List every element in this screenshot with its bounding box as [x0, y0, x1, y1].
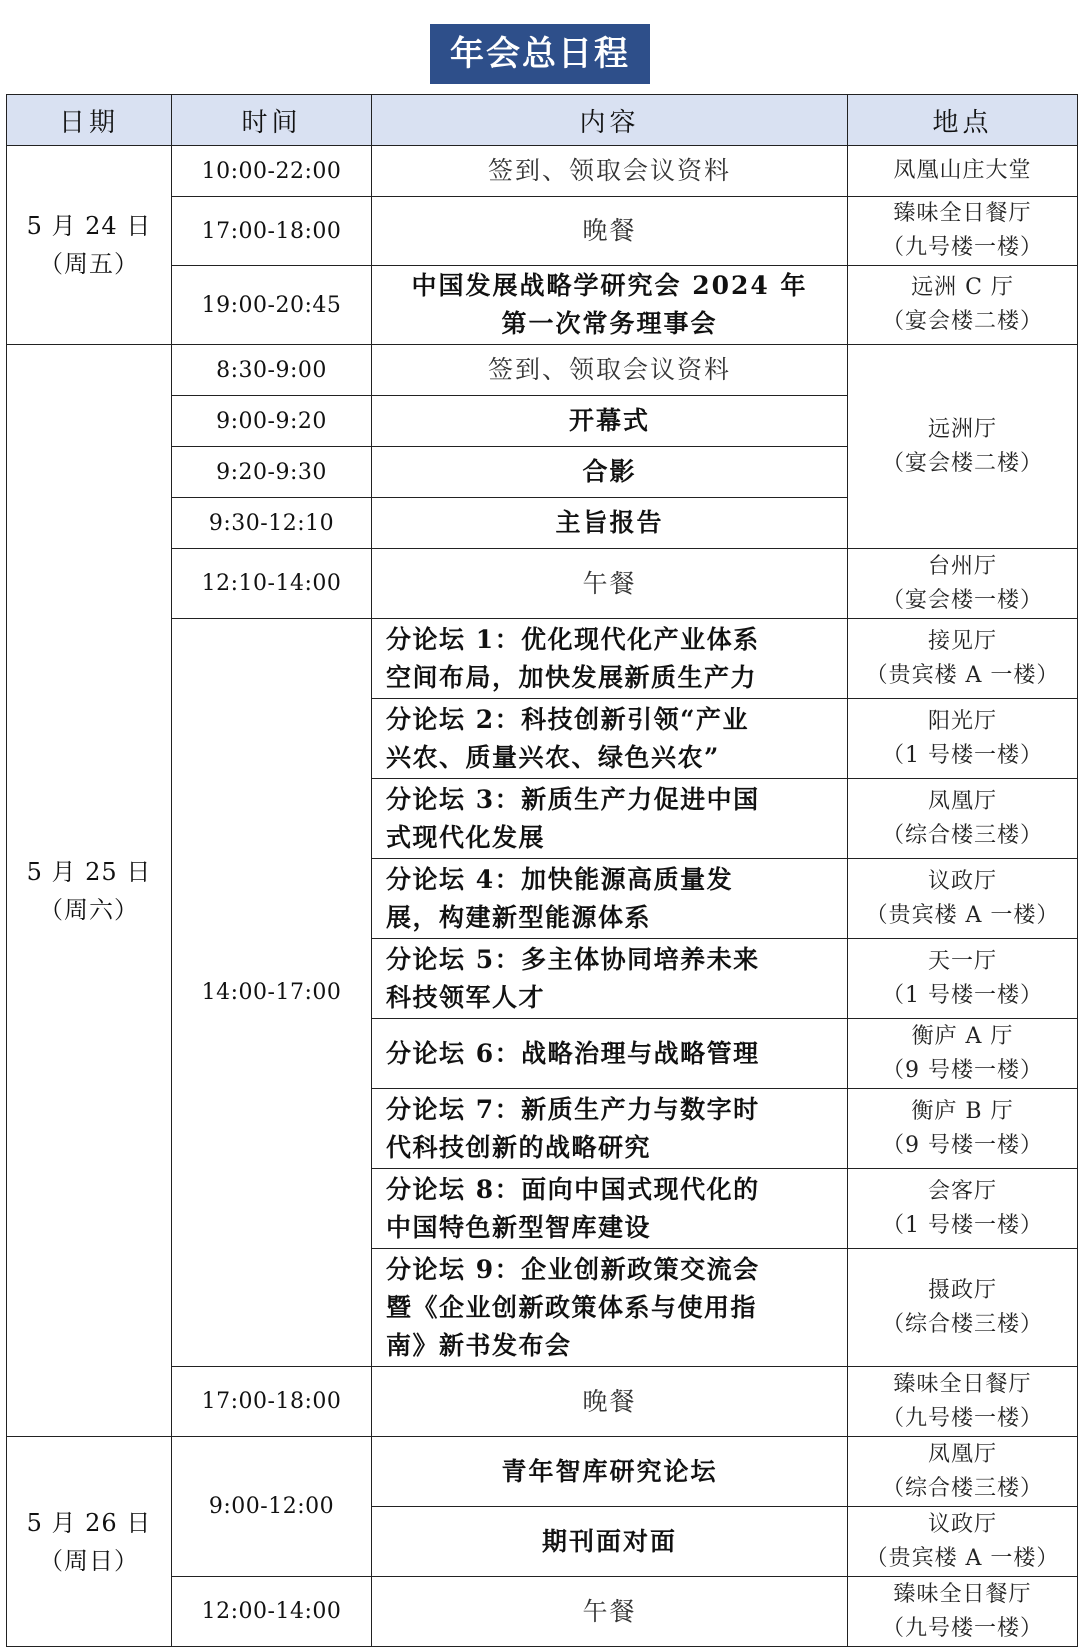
location-cell: 凤凰山庄大堂 [848, 146, 1078, 197]
location-cell: 阳光厅 （1 号楼一楼） [848, 699, 1078, 779]
content-cell: 期刊面对面 [372, 1507, 848, 1577]
time-cell: 9:20-9:30 [172, 447, 372, 498]
content-cell: 分论坛 7：新质生产力与数字时 代科技创新的战略研究 [372, 1089, 848, 1169]
content-cell: 分论坛 8：面向中国式现代化的 中国特色新型智库建设 [372, 1169, 848, 1249]
time-cell: 17:00-18:00 [172, 1367, 372, 1437]
date-cell-may24: 5 月 24 日 （周五） [7, 146, 172, 345]
location-cell: 远洲厅 （宴会楼二楼） [848, 345, 1078, 549]
table-row [7, 146, 1078, 197]
time-cell: 9:30-12:10 [172, 498, 372, 549]
content-cell: 分论坛 9：企业创新政策交流会 暨《企业创新政策体系与使用指 南》新书发布会 [372, 1249, 848, 1367]
content-cell: 分论坛 1：优化现代化产业体系 空间布局，加快发展新质生产力 [372, 619, 848, 699]
header-location: 地点 [848, 95, 1078, 146]
content-cell: 中国发展战略学研究会 2024 年 第一次常务理事会 [372, 266, 848, 345]
location-cell: 臻味全日餐厅 （九号楼一楼） [848, 197, 1078, 266]
header-content: 内容 [372, 95, 848, 146]
content-cell: 分论坛 4：加快能源高质量发 展，构建新型能源体系 [372, 859, 848, 939]
location-cell: 接见厅 （贵宾楼 A 一楼） [848, 619, 1078, 699]
location-cell: 凤凰厅 （综合楼三楼） [848, 779, 1078, 859]
title-container [0, 24, 1080, 84]
content-cell: 晚餐 [372, 1367, 848, 1437]
location-cell: 衡庐 B 厅 （9 号楼一楼） [848, 1089, 1078, 1169]
header-time: 时间 [172, 95, 372, 146]
content-cell: 分论坛 3：新质生产力促进中国 式现代化发展 [372, 779, 848, 859]
content-cell: 开幕式 [372, 396, 848, 447]
time-cell: 8:30-9:00 [172, 345, 372, 396]
content-cell: 午餐 [372, 1577, 848, 1647]
time-cell: 19:00-20:45 [172, 266, 372, 345]
table-row [7, 1437, 1078, 1507]
content-cell: 合影 [372, 447, 848, 498]
time-cell: 9:00-12:00 [172, 1437, 372, 1577]
date-cell-may26: 5 月 26 日 （周日） [7, 1437, 172, 1647]
time-cell: 12:10-14:00 [172, 549, 372, 619]
schedule-table [6, 94, 1078, 1647]
location-cell: 议政厅 （贵宾楼 A 一楼） [848, 859, 1078, 939]
location-cell: 臻味全日餐厅 （九号楼一楼） [848, 1367, 1078, 1437]
location-cell: 议政厅 （贵宾楼 A 一楼） [848, 1507, 1078, 1577]
content-cell: 签到、领取会议资料 [372, 146, 848, 197]
content-cell: 分论坛 2：科技创新引领“产业 兴农、质量兴农、绿色兴农” [372, 699, 848, 779]
date-cell-may25: 5 月 25 日 （周六） [7, 345, 172, 1437]
location-cell: 摄政厅 （综合楼三楼） [848, 1249, 1078, 1367]
content-cell: 签到、领取会议资料 [372, 345, 848, 396]
location-cell: 臻味全日餐厅 （九号楼一楼） [848, 1577, 1078, 1647]
content-cell: 主旨报告 [372, 498, 848, 549]
time-cell: 17:00-18:00 [172, 197, 372, 266]
content-cell: 午餐 [372, 549, 848, 619]
content-cell: 分论坛 5：多主体协同培养未来 科技领军人才 [372, 939, 848, 1019]
header-date: 日期 [7, 95, 172, 146]
content-cell: 青年智库研究论坛 [372, 1437, 848, 1507]
page-title: 年会总日程 [430, 24, 650, 84]
location-cell: 衡庐 A 厅 （9 号楼一楼） [848, 1019, 1078, 1089]
location-cell: 凤凰厅 （综合楼三楼） [848, 1437, 1078, 1507]
location-cell: 天一厅 （1 号楼一楼） [848, 939, 1078, 1019]
time-cell: 9:00-9:20 [172, 396, 372, 447]
content-cell: 晚餐 [372, 197, 848, 266]
table-row [7, 345, 1078, 396]
time-cell: 14:00-17:00 [172, 619, 372, 1367]
location-cell: 台州厅 （宴会楼一楼） [848, 549, 1078, 619]
location-cell: 远洲 C 厅 （宴会楼二楼） [848, 266, 1078, 345]
time-cell: 12:00-14:00 [172, 1577, 372, 1647]
time-cell: 10:00-22:00 [172, 146, 372, 197]
header-row [7, 95, 1078, 146]
content-cell: 分论坛 6：战略治理与战略管理 [372, 1019, 848, 1089]
location-cell: 会客厅 （1 号楼一楼） [848, 1169, 1078, 1249]
